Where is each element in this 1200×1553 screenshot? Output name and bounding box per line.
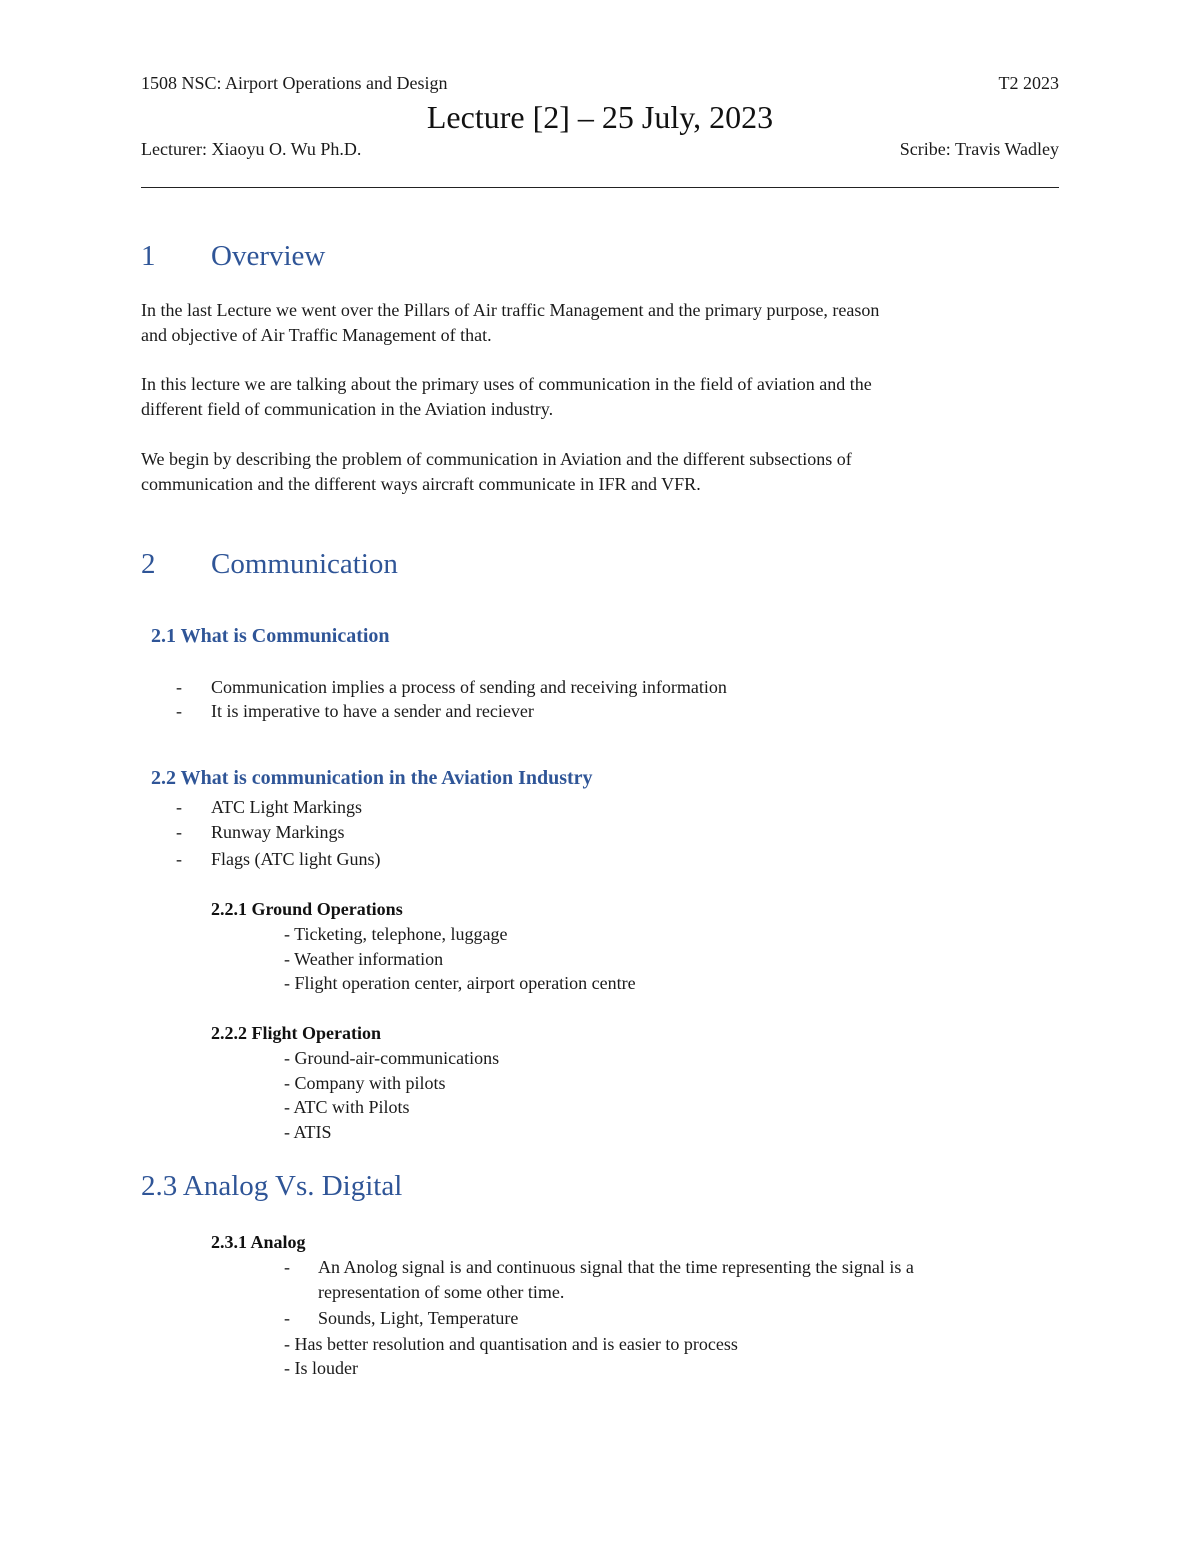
list-item: Sounds, Light, Temperature: [318, 1308, 519, 1328]
list-item: - Company with pilots: [284, 1073, 446, 1093]
header-divider: [141, 187, 1059, 188]
overview-p3-line1: We begin by describing the problem of communication in Aviation and the different subsections of: [141, 449, 852, 469]
subsubsection-2-2-1-title: 2.2.1 Ground Operations: [211, 899, 403, 919]
bullet-dash: -: [176, 701, 182, 721]
overview-p1-line1: In the last Lecture we went over the Pillars of Air traffic Management and the primary purpose, reason: [141, 300, 880, 320]
list-item: An Anolog signal is and continuous signal that the time representing the signal is a: [318, 1257, 914, 1277]
list-item: - Weather information: [284, 949, 444, 969]
section-2-number: 2: [141, 548, 156, 580]
bullet-dash: -: [176, 677, 182, 697]
lecture-title: Lecture [2] – 25 July, 2023: [426, 99, 774, 135]
list-item: - Ticketing, telephone, luggage: [284, 924, 508, 944]
bullet-dash: -: [176, 822, 182, 842]
subsection-2-1-title: 2.1 What is Communication: [151, 625, 390, 647]
list-item: Communication implies a process of sending and receiving information: [211, 677, 727, 697]
lecturer-name: Lecturer: Xiaoyu O. Wu Ph.D.: [141, 139, 362, 159]
subsubsection-2-2-2-title: 2.2.2 Flight Operation: [211, 1023, 381, 1043]
overview-p3-line2: communication and the different ways aircraft communicate in IFR and VFR.: [141, 474, 701, 494]
scribe-name: Scribe: Travis Wadley: [899, 139, 1059, 159]
bullet-dash: -: [176, 849, 182, 869]
subsection-2-2-title: 2.2 What is communication in the Aviation Industry: [151, 767, 593, 789]
list-item: - Ground-air-communications: [284, 1048, 500, 1068]
list-item-continuation: representation of some other time.: [318, 1282, 565, 1302]
bullet-dash: -: [284, 1308, 290, 1328]
section-1-number: 1: [141, 240, 156, 272]
term-label: T2 2023: [998, 73, 1059, 93]
list-item: - ATC with Pilots: [284, 1097, 410, 1117]
course-name: 1508 NSC: Airport Operations and Design: [141, 73, 448, 93]
list-item: - Has better resolution and quantisation and is easier to process: [284, 1334, 738, 1354]
list-item: ATC Light Markings: [211, 797, 362, 817]
list-item: - Flight operation center, airport operation centre: [284, 973, 636, 993]
section-2-title: Communication: [211, 548, 398, 580]
list-item: - Is louder: [284, 1358, 358, 1378]
list-item: It is imperative to have a sender and reciever: [211, 701, 534, 721]
overview-p2-line1: In this lecture we are talking about the primary uses of communication in the field of aviation and the: [141, 374, 872, 394]
bullet-dash: -: [284, 1257, 290, 1277]
subsection-2-3-title: 2.3 Analog Vs. Digital: [141, 1170, 403, 1202]
overview-p2-line2: different field of communication in the Aviation industry.: [141, 399, 554, 419]
bullet-dash: -: [176, 797, 182, 817]
section-1-title: Overview: [211, 240, 326, 272]
overview-p1-line2: and objective of Air Traffic Management of that.: [141, 325, 492, 345]
subsubsection-2-3-1-title: 2.3.1 Analog: [211, 1232, 306, 1252]
list-item: - ATIS: [284, 1122, 332, 1142]
list-item: Flags (ATC light Guns): [211, 849, 381, 869]
list-item: Runway Markings: [211, 822, 345, 842]
